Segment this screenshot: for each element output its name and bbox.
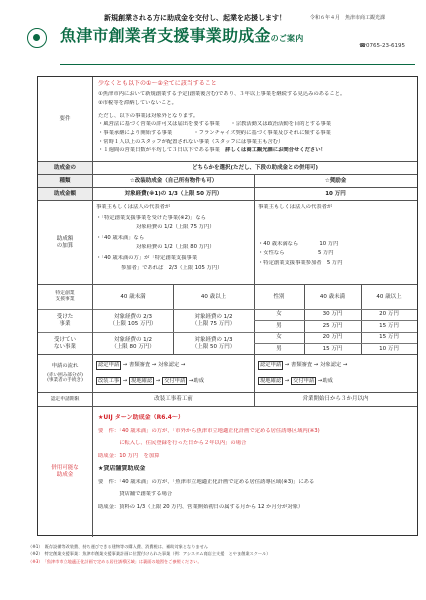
support-yes-line: 受けた [56,313,74,320]
tagline: 新規創業される方に助成金を交付し、起業を応援します！ [104,14,286,22]
addition-label [38,201,93,284]
rent-line: 貸店舗で創業する場合 [98,491,173,498]
addition-label-line: の加算 [56,242,74,249]
amount-cell: 15 万円 [322,345,343,352]
type-renovation: ☆改装助成金（自己所有物件も可） [129,177,218,184]
deadline-incentive: 営業開始日から３か月以内 [302,396,369,403]
addition-label-line: 助成額 [56,235,74,242]
uij-line: 助成金：10 万円 を加算 [98,452,160,459]
exclusion-item: ・事業承継により開始する事業 ・フランチャイズ契約に基づく事業及びそれに類する事業 [98,129,331,136]
flow-arrow: → [284,362,290,368]
flow-step: →助成 [317,377,333,384]
flow-step: 書類審査 [129,362,151,368]
phone-number: ☎0765-23-6195 [359,43,405,49]
requirements-lead: 少なくとも以下の①～②全てに該当すること [98,80,217,87]
header [60,14,415,64]
header-divider [60,64,415,65]
info-table [37,76,418,536]
cell-line: 対象経費の 1/3 [194,336,233,343]
flow-label-sub: (事業者の手続き) [47,378,83,384]
amount-cell: 30 万円 [322,311,343,318]
cell-line: （上限 80 万円） [111,343,155,350]
type-incentive: ☆奨励金 [324,177,347,184]
addition-renovation [96,204,252,271]
addition-incentive [258,204,413,266]
col-gender: 性別 [273,293,285,300]
flow-label-title: 申請の流れ [51,362,79,369]
support-no-line: 受けてい [53,336,76,343]
cell-line: 対象経費の 2/3 [113,313,153,320]
flow-step: 交付申請 [293,377,315,384]
issue-date: 令和６年４月 魚津市商工観光課 [310,15,386,21]
types-label: 種類 [38,175,93,187]
flow-step: 認定申請 [260,362,282,368]
title-suffix: のご案内 [270,34,304,43]
exclusion-item: ・風営法に基づく営業の許可又は届出を要する事業 ・宗教活動又は政治活動を目的とする事業 [98,121,332,128]
grant-row [38,161,417,174]
gender-cell: 男 [276,345,282,352]
addition-line: ・女性なら 5 万円 [258,250,334,257]
flow-step: 現地確認 [260,377,282,384]
support-yes-line: 事業 [59,320,71,327]
rent-line: 助成金：賃料の 1/3（上限 20 万円、営業開始初日の属する月から 12 か月分が対象） [98,504,304,511]
flow-arrow: → [122,377,128,384]
inquiry-note: 詳しくは商工観光課にお問合せください！ [225,147,326,154]
support-label-line: 支援事業 [55,297,75,302]
addition-line: ・特定創業支援事業参加者 5 万円 [258,259,343,266]
flow-step: 現地確認 [131,377,153,384]
cell-line: 対象経費の 1/2 [113,336,153,343]
flow-line [96,361,252,370]
amount-label: 助成金額 [38,188,93,200]
requirements-body [93,77,417,161]
footnotes [28,544,408,566]
flow-step: 対象認定 [158,362,180,368]
flow-arrow: → [151,362,157,368]
flow-arrow: → [284,377,290,384]
exclusion-text: ・１週間の営業日数が平均して３日以下である事業 [98,147,226,154]
addition-line: 対象経費の 1/2（上限 75 万円） [136,224,215,231]
col-under40: 40 歳未満 [120,293,146,300]
page-title [60,26,303,46]
flow-line [258,361,413,370]
flow-arrow: → [155,377,161,384]
flow-step: →助成 [188,377,204,384]
grant-label: 助成金の [38,162,93,174]
support-label-column [38,285,93,354]
requirement-item: ②市税等を滞納していないこと。 [98,100,177,107]
combined-body [93,407,417,537]
combined-label-line: 助成金 [56,472,74,478]
amount-renovation: 対象経費(※1)の 1/3（上限 50 万円） [124,190,223,197]
amount-cell: 15 万円 [379,334,399,341]
combined-label [38,407,93,537]
deadline-label: 認定申請期限 [38,393,93,406]
flow-step: 交付申請 [164,377,186,384]
addition-line: ・「特定創業支援事業を受けた事業(※2)」なら [96,214,206,221]
flow-step: 対象認定 [320,362,342,368]
cell-line: （上限 75 万円） [191,320,236,327]
requirements-row [38,77,417,161]
uij-line: に転入し、住民登録を行った日から２年以内」の場合 [98,440,247,447]
grant-text: どちらかを選択(ただし、下段の助成金との併用可) [191,164,319,171]
support-yes-label [38,309,92,332]
flow-incentive [258,361,413,385]
deadline-row [38,392,417,406]
no-over40-cell [173,332,254,355]
title-text: 魚津市創業者支援事業助成金 [60,26,271,45]
gender-cell: 女 [276,334,282,341]
support-label [38,285,92,309]
requirement-item: ①魚津市内において新規創業する予定(創業後含む)であり、３年以上事業を継続する見込みのあること。 [98,90,346,97]
amount-cell: 20 万円 [379,311,399,318]
flow-arrow: → [122,362,128,368]
addition-line: ・「40 歳未満の方」が「特定創業支援事業 [96,255,198,262]
combined-row [38,406,417,537]
column-divider [254,201,255,284]
amount-incentive: 10 万円 [325,190,346,197]
flow-arrow: → [313,362,319,368]
column-divider [254,355,255,392]
flow-label-sub: (赤い囲み部分が) [47,372,83,378]
requirements-label: 要件 [38,77,93,161]
footnote: （※1） 既存設備等改装費、持ち運びできる建物等の購入費、消費税は、補助対象となりません [28,544,208,549]
flow-step: 認定申請 [98,362,120,368]
flow-line [258,377,413,386]
addition-line: 対象経費の 1/2（上限 80 万円） [136,244,215,251]
addition-line: 事業主もしくは法人の代表者が [258,204,333,210]
exclusion-item-last [98,147,412,154]
amount-cell: 10 万円 [379,345,399,352]
exclusion-intro: ただし、以下の事業は対象外となります。 [98,112,199,119]
support-no-line: ない事業 [53,343,76,350]
col-over40: 40 歳以上 [376,293,402,300]
support-label-line: 特定創業 [55,291,75,297]
gender-cell: 女 [276,311,282,318]
no-under40-cell [93,332,173,355]
city-logo-icon [27,28,47,48]
detail-table-row [38,284,417,354]
flow-arrow: → [180,362,186,368]
footnote: （※3） 「魚津市市立地適正化計画で定める居住誘導区域」は裏面の地図をご参照ください。 [28,558,202,564]
addition-line: 参加者」であれば 2/3（上限 105 万円） [121,264,223,271]
flow-step: 書類審査 [291,362,313,368]
support-no-label [38,332,92,355]
renovation-subtable [93,285,254,354]
rent-line: 要 件：「40 歳未満」の方が、「魚津市立地適正化計画で定める居住誘導区域(※3)」にある [98,478,315,485]
rent-title: ★貸店舗賃助成金 [98,465,146,473]
flow-renovation [96,361,252,385]
uij-title: ★UIJ ターン助成金（R6.4～） [98,414,184,421]
footnote: （※2） 特定創業支援事業：魚津市創業支援事業計画に位置付けられた事業（例：アシスタム商店主支援 とやま創業スクール） [28,551,271,557]
addition-row [38,200,417,284]
addition-line: 事業主もしくは法人の代表者が [96,204,171,210]
col-over40: 40 歳以上 [200,293,227,300]
flow-arrow: → [342,362,348,368]
yes-under40-cell [93,309,173,332]
incentive-subtable [254,285,417,354]
cell-line: 対象経費の 1/2 [194,313,233,320]
gender-cell: 男 [276,322,282,329]
flow-step: 改装工事 [98,377,120,384]
flow-line [96,377,252,386]
col-under40: 40 歳未満 [319,293,346,300]
flow-row [38,354,417,392]
deadline-renovation: 改装工事着工前 [154,396,193,403]
cell-line: （上限 50 万円） [191,343,236,350]
types-row [38,174,417,187]
flow-label [38,355,93,392]
amount-cell: 15 万円 [379,322,399,329]
amount-cell: 20 万円 [322,334,343,341]
amount-cell: 25 万円 [322,322,343,329]
cell-line: （上限 105 万円） [109,320,157,327]
yes-over40-cell [173,309,254,332]
uij-line: 要 件：「40 歳未満」の方が、「市外から魚津市立地適正化計画で定める居住誘導区域内(※3) [98,427,320,434]
exclusion-item: ・常時１人以上のスタッフが配置されない事業（スタッフには事業主も含む） [98,138,284,145]
addition-line: ・「40 歳未満」なら [96,234,145,241]
addition-line: ・40 歳未満なら 10 万円 [258,240,339,247]
combined-label-line: 併用可能な [51,465,79,472]
amount-row [38,187,417,200]
